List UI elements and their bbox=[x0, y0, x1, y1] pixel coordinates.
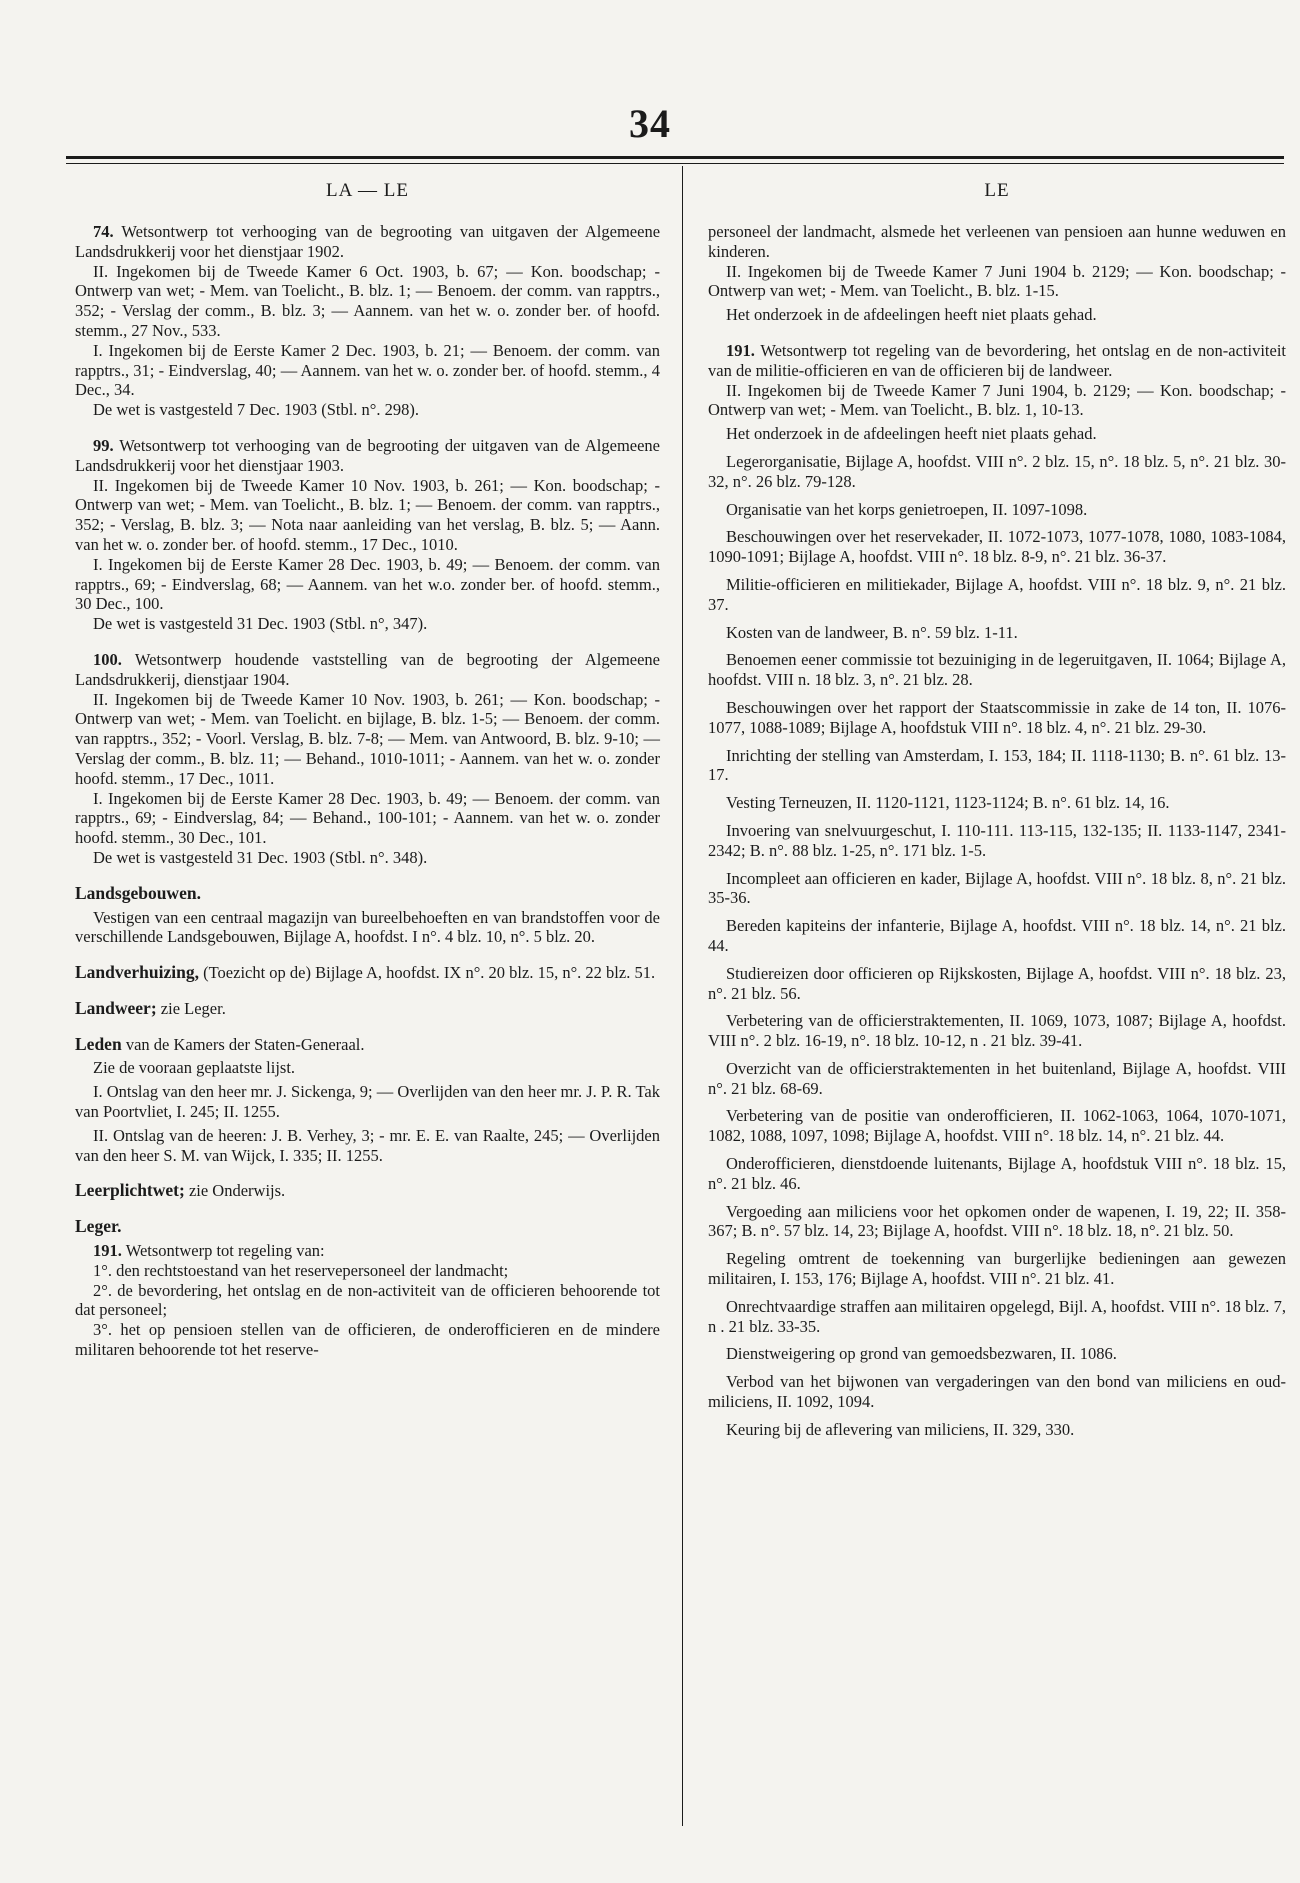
entry-100 bbox=[75, 650, 660, 868]
entry-99-line: De wet is vastgesteld 31 Dec. 1903 (Stbl. n°, 347). bbox=[93, 614, 428, 634]
entry-191-title: 191. Wetsontwerp tot regeling van de bevordering, het ontslag en de non-activiteit van de militie-officieren en van de officieren bij de landweer. bbox=[708, 340, 1287, 380]
entry-100-line: II. Ingekomen bij de Tweede Kamer 10 Nov. 1903, b. 261; — Kon. boodschap; - Ontwerp van wet; - Mem. van Toelicht. en bijlage, B. blz. 1-5; — Benoem. der comm. van rapptrs., 352; - Voorl. Verslag, B. blz. 7-8; — Mem. van Antwoord, B. blz. 9-10; — Verslag der comm., B. blz. 11; — Behand., 1010-1011; - Aannem. van het w. o. zonder hoofd. stemm., 17 Dec., 1011. bbox=[75, 689, 660, 788]
leger-191-item: 1°. den rechtstoestand van het reservepersoneel der landmacht; bbox=[93, 1260, 509, 1280]
entry-191 bbox=[708, 341, 1286, 444]
entry-number: 99. bbox=[93, 435, 114, 455]
leger-topic: Legerorganisatie, Bijlage A, hoofdst. VIII n°. 2 blz. 15, n°. 18 blz. 5, n°. 21 blz. 30-32, n°. 26 blz. 79-128. bbox=[708, 451, 1286, 491]
entry-99-line: II. Ingekomen bij de Tweede Kamer 10 Nov. 1903, b. 261; — Kon. boodschap; - Ontwerp van wet; - Mem. van Toelicht., B. blz. 1; — Benoem. der comm. van rapptrs., 352; - Verslag, B. blz. 3; — Nota naar aanleiding van het verslag, B. blz. 5; — Aann. van het w. o. zonder ber. of hoofd. stemm., 17 Dec., 1010. bbox=[75, 475, 660, 554]
header-rule-thick bbox=[66, 156, 1284, 159]
keyword-landverhuizing bbox=[75, 963, 660, 983]
leger-topic: Kosten van de landweer, B. n°. 59 blz. 1-11. bbox=[726, 622, 1018, 642]
leger-191-item: 2°. de bevordering, het ontslag en de non-activiteit van de officieren behoorende tot dat personeel; bbox=[75, 1280, 660, 1320]
keyword-landsgebouwen bbox=[75, 884, 660, 947]
keyword-leerplichtwet bbox=[75, 1181, 660, 1201]
leger-191-item: 3°. het op pensioen stellen van de officieren, de onderofficieren en de mindere militaren behoorende tot het reserve- bbox=[75, 1320, 660, 1360]
leden-line: II. Ontslag van de heeren: J. B. Verhey, 3; - mr. E. E. van Raalte, 245; — Overlijden van den heer S. M. van Wijck, I. 335; II. 1255. bbox=[75, 1125, 660, 1165]
index-text: zie Onderwijs. bbox=[188, 1181, 286, 1201]
continuation-line: Het onderzoek in de afdeelingen heeft niet plaats gehad. bbox=[726, 305, 1097, 325]
leden-line: Zie de vooraan geplaatste lijst. bbox=[93, 1058, 296, 1078]
index-keyword: Leden bbox=[75, 1033, 122, 1054]
entry-99 bbox=[75, 436, 660, 634]
leger-topic: Verbod van het bijwonen van vergaderingen van den bond van miliciens en oud-miliciens, II. 1092, 1094. bbox=[708, 1372, 1286, 1412]
leger-topic: Bereden kapiteins der infanterie, Bijlage A, hoofdst. VIII n°. 18 blz. 14, n°. 21 blz. 44. bbox=[708, 916, 1286, 955]
entry-74-title: 74. Wetsontwerp tot verhooging van de begrooting van uitgaven der Algemeene Landsdrukkerij voor het dienstjaar 1902. bbox=[75, 222, 661, 261]
leger-topic: Vesting Terneuzen, II. 1120-1121, 1123-1124; B. n°. 61 blz. 14, 16. bbox=[726, 793, 1170, 813]
leger-topic: Regeling omtrent de toekenning van burgerlijke bedieningen aan gewezen militairen, I. 153, 176; Bijlage A, hoofdst. VIII n°. 21 blz. 41. bbox=[708, 1249, 1286, 1289]
entry-191-line: II. Ingekomen bij de Tweede Kamer 7 Juni 1904, b. 2129; — Kon. boodschap; - Ontwerp van wet; - Mem. van Toelicht., B. blz. 1, 10-13. bbox=[708, 380, 1286, 420]
entry-74-line: De wet is vastgesteld 7 Dec. 1903 (Stbl. n°. 298). bbox=[93, 400, 420, 420]
index-keyword: Leger. bbox=[75, 1216, 122, 1237]
entry-number: 74. bbox=[93, 222, 114, 241]
left-column-header: LA — LE bbox=[326, 180, 409, 201]
entry-number: 191. bbox=[726, 340, 755, 360]
leger-topic: Beschouwingen over het reservekader, II. 1072-1073, 1077-1078, 1080, 1083-1084, 1090-1091; Bijlage A, hoofdst. VIII n°. 18 blz. 8-9, n°. 21 blz. 36-37. bbox=[708, 527, 1286, 567]
leger-topic: Verbetering van de positie van onderofficieren, II. 1062-1063, 1064, 1070-1071, 1082, 1088, 1097, 1098; Bijlage A, hoofdst. VIII n°. 18 blz. 14, n°. 21 blz. 44. bbox=[708, 1106, 1286, 1146]
leger-191-intro: 191. Wetsontwerp tot regeling van: bbox=[93, 1241, 325, 1261]
leger-topic: Beschouwingen over het rapport der Staatscommissie in zake de 14 ton, II. 1076-1077, 1088-1089; Bijlage A, hoofdstuk VIII n°. 18 blz. 4, n°. 21 blz. 29-30. bbox=[708, 697, 1286, 737]
leger-topic: Onderofficieren, dienstdoende luitenants, Bijlage A, hoofdstuk VIII n°. 18 blz. 15, n°. 21 blz. 46. bbox=[708, 1154, 1286, 1193]
entry-191-line: Het onderzoek in de afdeelingen heeft niet plaats gehad. bbox=[726, 424, 1097, 444]
keyword-landweer bbox=[75, 999, 660, 1019]
index-keyword: Landsgebouwen. bbox=[75, 882, 201, 903]
keyword-leger bbox=[75, 1217, 660, 1360]
entry-number: 191. bbox=[93, 1241, 122, 1261]
right-column bbox=[708, 180, 1286, 1448]
keyword-leden bbox=[75, 1035, 660, 1166]
right-column-header: LE bbox=[984, 180, 1010, 201]
left-column bbox=[75, 180, 660, 1368]
leger-topic: Militie-officieren en militiekader, Bijlage A, hoofdst. VIII n°. 18 blz. 9, n°. 21 blz. 37. bbox=[708, 574, 1286, 614]
page-number: 34 bbox=[629, 101, 671, 146]
index-text: zie Leger. bbox=[160, 998, 226, 1018]
entry-99-line: I. Ingekomen bij de Eerste Kamer 28 Dec. 1903, b. 49; — Benoem. der comm. van rapptrs., 69; - Eindverslag, 68; — Aannem. van het w.o. zonder ber. of hoofd. stemm., 30 Dec., 100. bbox=[75, 554, 660, 614]
entry-number: 100. bbox=[93, 649, 122, 669]
entry-100-line: I. Ingekomen bij de Eerste Kamer 28 Dec. 1903, b. 49; — Benoem. der comm. van rapptrs., 69; - Eindverslag, 84; — Behand., 100-101; - Aannem. van het w. o. zonder hoofd. stemm., 30 Dec., 101. bbox=[75, 788, 660, 848]
entry-continuation bbox=[708, 222, 1286, 325]
entry-99-title: 99. Wetsontwerp tot verhooging van de begrooting der uitgaven van de Algemeene Landsdrukkerij voor het dienstjaar 1903. bbox=[75, 435, 660, 475]
index-keyword: Landweer; bbox=[75, 997, 157, 1018]
index-text: Vestigen van een centraal magazijn van bureelbehoeften en van brandstoffen voor de verschillende Landsgebouwen, Bijlage A, hoofdst. I n°. 4 blz. 10, n°. 5 blz. 20. bbox=[75, 907, 660, 947]
leger-topic: Organisatie van het korps genietroepen, II. 1097-1098. bbox=[726, 499, 1088, 519]
continuation-line: personeel der landmacht, alsmede het verleenen van pensioen aan hunne weduwen en kinderen. bbox=[708, 222, 1286, 261]
index-text: van de Kamers der Staten-Generaal. bbox=[125, 1034, 365, 1054]
leger-topic: Invoering van snelvuurgeschut, I. 110-111. 113-115, 132-135; II. 1133-1147, 2341-2342; B. n°. 88 blz. 1-25, n°. 171 blz. 1-5. bbox=[708, 820, 1286, 860]
leger-topics-list bbox=[708, 452, 1286, 1440]
leger-topic: Benoemen eener commissie tot bezuiniging in de legeruitgaven, II. 1064; Bijlage A, hoofdst. VIII n. 18 blz. 3, n°. 21 blz. 28. bbox=[708, 650, 1286, 690]
leger-topic: Keuring bij de aflevering van miliciens, II. 329, 330. bbox=[726, 1419, 1075, 1439]
index-keyword: Leerplichtwet; bbox=[75, 1180, 185, 1201]
entry-74 bbox=[75, 222, 660, 420]
leger-topic: Dienstweigering op grond van gemoedsbezwaren, II. 1086. bbox=[726, 1344, 1117, 1364]
leden-line: I. Ontslag van den heer mr. J. Sickenga, 9; — Overlijden van den heer mr. J. P. R. Tak van Poortvliet, I. 245; II. 1255. bbox=[75, 1082, 660, 1122]
leger-topic: Verbetering van de officierstraktementen, II. 1069, 1073, 1087; Bijlage A, hoofdst. VIII n°. 2 blz. 16-19, n°. 18 blz. 10-12, n . 21 blz. 39-41. bbox=[708, 1011, 1286, 1051]
index-text: (Toezicht op de) Bijlage A, hoofdst. IX n°. 20 blz. 15, n°. 22 blz. 51. bbox=[203, 963, 656, 983]
entry-100-title: 100. Wetsontwerp houdende vaststelling van de begrooting der Algemeene Landsdrukkerij, dienstjaar 1904. bbox=[75, 649, 660, 689]
index-keyword: Landverhuizing, bbox=[75, 962, 199, 983]
leger-topic: Onrechtvaardige straffen aan militairen opgelegd, Bijl. A, hoofdst. VIII n°. 18 blz. 7, n . 21 blz. 33-35. bbox=[708, 1296, 1286, 1336]
entry-74-line: II. Ingekomen bij de Tweede Kamer 6 Oct. 1903, b. 67; — Kon. boodschap; - Ontwerp van wet; - Mem. van Toelicht., B. blz. 1; — Benoem. der comm. van rapptrs., 352; - Verslag der comm., B. blz. 3; — Aannem. van het w. o. zonder ber. of hoofd. stemm., 27 Nov., 533. bbox=[75, 261, 660, 340]
leger-topic: Incompleet aan officieren en kader, Bijlage A, hoofdst. VIII n°. 18 blz. 8, n°. 21 blz. 35-36. bbox=[708, 868, 1286, 908]
leger-topic: Studiereizen door officieren op Rijkskosten, Bijlage A, hoofdst. VIII n°. 18 blz. 23, n°. 21 blz. 56. bbox=[708, 963, 1286, 1003]
leger-topic: Vergoeding aan miliciens voor het opkomen onder de wapenen, I. 19, 22; II. 358-367; B. n°. 57 blz. 14, 23; Bijlage A, hoofdst. VIII n°. 18 blz. 18, n°. 21 blz. 50. bbox=[708, 1201, 1286, 1241]
header-rule-thin bbox=[66, 163, 1284, 164]
entry-74-line: I. Ingekomen bij de Eerste Kamer 2 Dec. 1903, b. 21; — Benoem. der comm. van rapptrs., 31; - Eindverslag, 40; — Aannem. van het w. o. zonder ber. of hoofd. stemm., 4 Dec., 34. bbox=[75, 340, 660, 400]
entry-100-line: De wet is vastgesteld 31 Dec. 1903 (Stbl. n°. 348). bbox=[93, 847, 428, 867]
column-divider bbox=[682, 166, 683, 1826]
leger-topic: Overzicht van de officierstraktementen in het buitenland, Bijlage A, hoofdst. VIII n°. 21 blz. 68-69. bbox=[708, 1058, 1286, 1098]
leger-topic: Inrichting der stelling van Amsterdam, I. 153, 184; II. 1118-1130; B. n°. 61 blz. 13-17. bbox=[708, 745, 1286, 785]
continuation-line: II. Ingekomen bij de Tweede Kamer 7 Juni 1904 b. 2129; — Kon. boodschap; - Ontwerp van wet; - Mem. van Toelicht., B. blz. 1-15. bbox=[708, 261, 1286, 301]
